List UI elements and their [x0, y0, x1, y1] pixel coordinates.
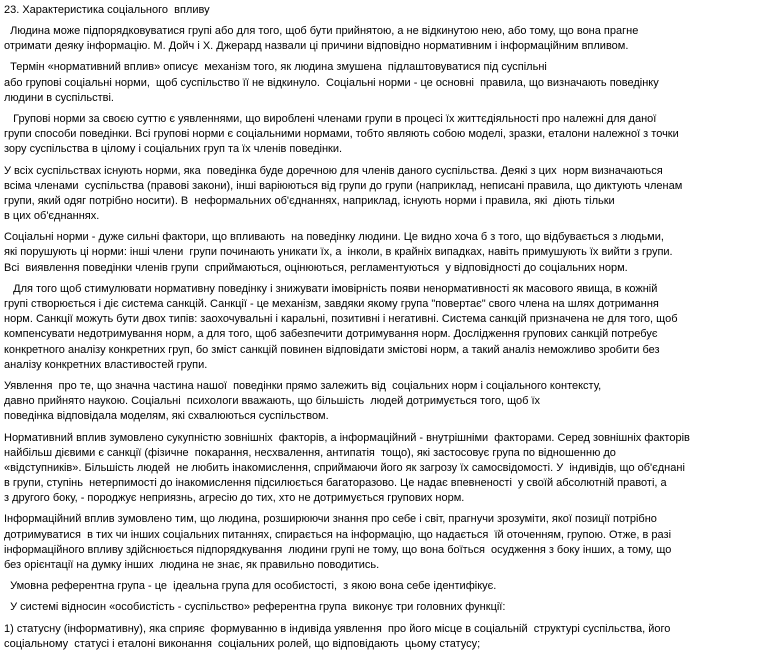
text-line: Групові норми за своєю суттю є уявленнями, що вироблені членами групи в процесі їх життєдіяльності про належні для даної	[4, 112, 657, 125]
document-title: 23. Характеристика соціального впливу	[4, 4, 210, 16]
text-line: давно прийнято наукою. Соціальні психологи вважають, що більшість людей дотримується того, щоб їх	[4, 395, 541, 408]
paragraph	[4, 60, 768, 106]
paragraph	[4, 112, 768, 158]
paragraph	[4, 600, 768, 615]
text-line: отримати деяку інформацію. М. Дойч і Х. Джерард назвали ці причини відповідно нормативним і інформаційним впливом.	[4, 40, 629, 53]
text-line: компенсувати недотримування норм, а для того, щоб забезпечити дотримування норм. Дослідження групових санкцій потребує	[4, 328, 658, 341]
text-line: «відступників». Більшість людей не любить інакомислення, сприймаючи його як загрозу їх самосвідомості. У індивідів, що об'єднані	[4, 461, 685, 474]
document	[4, 3, 768, 658]
paragraph	[4, 379, 768, 425]
paragraph	[4, 230, 768, 276]
text-line: соціальному статусі і еталоні виконання соціальних ролей, що відповідають цьому статусу;	[4, 637, 481, 650]
text-line: найбільш дієвими є санкції (фізичне покарання, несхвалення, антипатія тощо), які застосовує група по відношенню до	[4, 446, 616, 459]
text-line: всіма членами суспільства (правові закони), інші варіюються від групи до групи (наприклад, неписані правила, що диктують членам	[4, 179, 683, 192]
text-line: які порушують ці норми: інші члени групи починають уникати їх, а інколи, в крайніх випадках, навіть примушують їх вийти з групи.	[4, 246, 673, 259]
text-line: норм. Санкції можуть бути двох типів: заохочувальні і каральні, позитивні і негативні. Система санкцій призначена не для того, щоб	[4, 313, 678, 326]
text-line: в групи, ступінь нетерпимості до інакомислення підсилюється багаторазово. Це надає впевненості у своїй абсолютній правоті, а	[4, 477, 667, 490]
text-line: Соціальні норми - дуже сильні фактори, що впливають на поведінку людини. Це видно хоча б з того, що відбувається з людьми,	[4, 231, 664, 244]
document-body	[4, 24, 768, 652]
text-line: аналізу конкретних властивостей групи.	[4, 358, 208, 371]
paragraph	[4, 282, 768, 373]
text-line: 1) статусну (інформативну), яка сприяє формуванню в індивіда уявлення про його місце в соціальній структурі суспільства, його	[4, 622, 671, 635]
paragraph	[4, 512, 768, 573]
paragraph	[4, 579, 768, 594]
text-line: людини в суспільстві.	[4, 91, 114, 104]
text-line: У всіх суспільствах існують норми, яка поведінка буде доречною для членів даного суспільства. Деякі з цих норм визначаються	[4, 164, 663, 177]
text-line: зору суспільства в цілому і соціальних груп та їх членів поведінки.	[4, 143, 343, 156]
text-line: групи, який одяг потрібно носити). В неформальних об'єднаннях, наприклад, існують норми і правила, які діють тільки	[4, 194, 615, 207]
text-line: Всі виявлення поведінки членів групи сприймаються, оцінюються, регламентуються у відповідності до соціальних норм.	[4, 261, 628, 274]
paragraph	[4, 431, 768, 507]
paragraph	[4, 164, 768, 225]
text-line: з другого боку, - породжує неприязнь, агресію до тих, хто не дотримується групових норм.	[4, 492, 465, 505]
text-line: Умовна референтна група - це ідеальна група для особистості, з якою вона себе ідентифікує.	[4, 580, 497, 593]
text-line: дотримуватися в тих чи інших соціальних питаннях, спирається на інформацію, що надається їй оточенням, групою. Отже, в разі	[4, 528, 672, 541]
text-line: групі створюється і діє система санкцій. Санкції - це механізм, завдяки якому група "повертає" свого члена на шлях дотримання	[4, 298, 659, 310]
text-line: або групові соціальні норми, щоб суспільство її не відкинуло. Соціальні норми - це основні правила, що визначають поведінку	[4, 76, 659, 89]
paragraph	[4, 24, 768, 54]
text-line: поведінка відповідала моделям, які схвалюються суспільством.	[4, 410, 329, 423]
text-line: Уявлення про те, що значна частина нашої поведінки прямо залежить від соціальних норм і соціального контексту,	[4, 379, 602, 392]
paragraph	[4, 622, 768, 652]
text-line: інформаційного впливу здійснюється підпорядкування людини групі не тому, що вона боїться осудження з боку інших, а тому, що	[4, 543, 672, 556]
text-line: Термін «нормативний вплив» описує механізм того, як людина змушена підлаштовуватися під суспільні	[4, 61, 547, 74]
text-line: без орієнтації на думку інших людина не знає, як правильно поводитись.	[4, 559, 380, 571]
text-line: Нормативний вплив зумовлено сукупністю зовнішніх факторів, а інформаційний - внутрішніми факторами. Серед зовнішніх факторів	[4, 431, 690, 444]
text-line: конкретного аналізу конкретних груп, бо зміст санкцій повинен відповідати змістові норм, а такий аналіз неможливо зробити без	[4, 343, 660, 356]
text-line: У системі відносин «особистість - суспільство» референтна група виконує три головних функції:	[4, 601, 506, 614]
text-line: в цих об'єднаннях.	[4, 210, 100, 223]
text-line: Для того щоб стимулювати нормативну поведінку і знижувати імовірність появи ненормативності як масового явища, в кожній	[4, 282, 658, 295]
text-line: Інформаційний вплив зумовлено тим, що людина, розширюючи знання про себе і світ, прагнучи зрозуміти, якої позиції потрібно	[4, 513, 657, 526]
text-line: Людина може підпорядковуватися групі або для того, щоб бути прийнятою, а не відкинутою нею, або тому, що вона прагне	[4, 25, 639, 37]
text-line: групи способи поведінки. Всі групові норми є соціальними нормами, тобто являють собою моделі, зразки, еталони належної з точки	[4, 128, 679, 141]
